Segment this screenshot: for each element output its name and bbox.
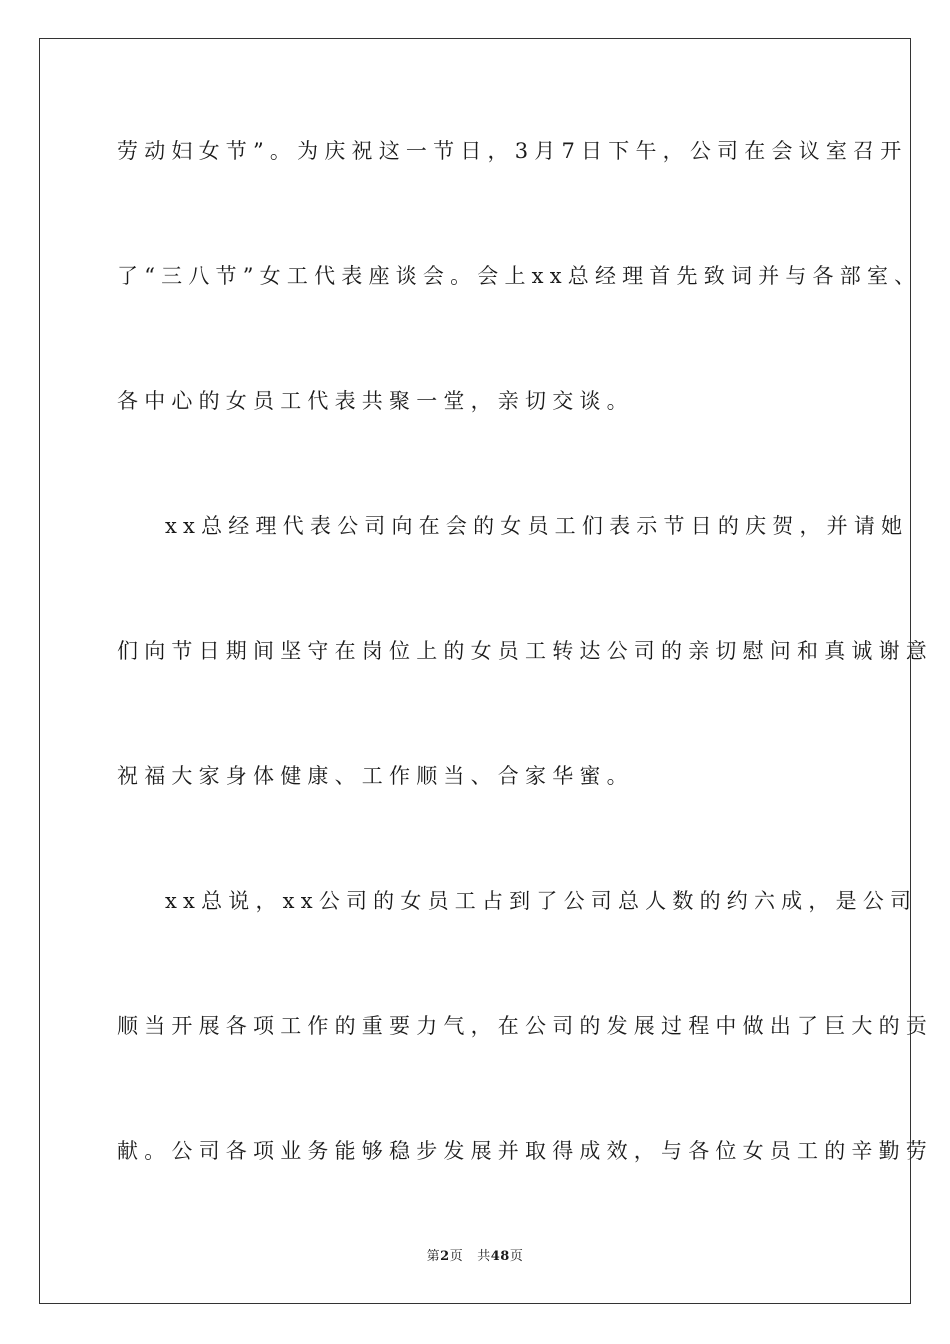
body-line-8: 顺当开展各项工作的重要力气，在公司的发展过程中做出了巨大的贡: [117, 1014, 933, 1038]
body-line-7: xx总说，xx公司的女员工占到了公司总人数的约六成，是公司: [165, 889, 918, 913]
body-line-9: 献。公司各项业务能够稳步发展并取得成效，与各位女员工的辛勤劳: [117, 1139, 933, 1163]
footer-total-pages: 48: [490, 1249, 510, 1264]
body-line-1: 劳动妇女节”。为庆祝这一节日，3月7日下午，公司在会议室召开: [117, 139, 908, 163]
footer-page-suffix: 页: [449, 1249, 464, 1264]
footer-page-number: 2: [440, 1249, 450, 1264]
page-footer: [0, 1248, 950, 1266]
body-line-6: 祝福大家身体健康、工作顺当、合家华蜜。: [117, 764, 634, 788]
body-line-4: xx总经理代表公司向在会的女员工们表示节日的庆贺，并请她: [165, 514, 909, 538]
page-frame: [39, 38, 933, 1304]
body-line-2: 了“三八节”女工代表座谈会。会上xx总经理首先致词并与各部室、: [117, 264, 922, 288]
body-line-5: 们向节日期间坚守在岗位上的女员工转达公司的亲切慰问和真诚谢意: [117, 639, 933, 663]
footer-page-prefix: 第: [426, 1249, 441, 1264]
footer-total-suffix: 页: [509, 1249, 524, 1264]
body-line-3: 各中心的女员工代表共聚一堂，亲切交谈。: [117, 389, 634, 413]
footer-total-prefix: 共: [477, 1249, 491, 1264]
